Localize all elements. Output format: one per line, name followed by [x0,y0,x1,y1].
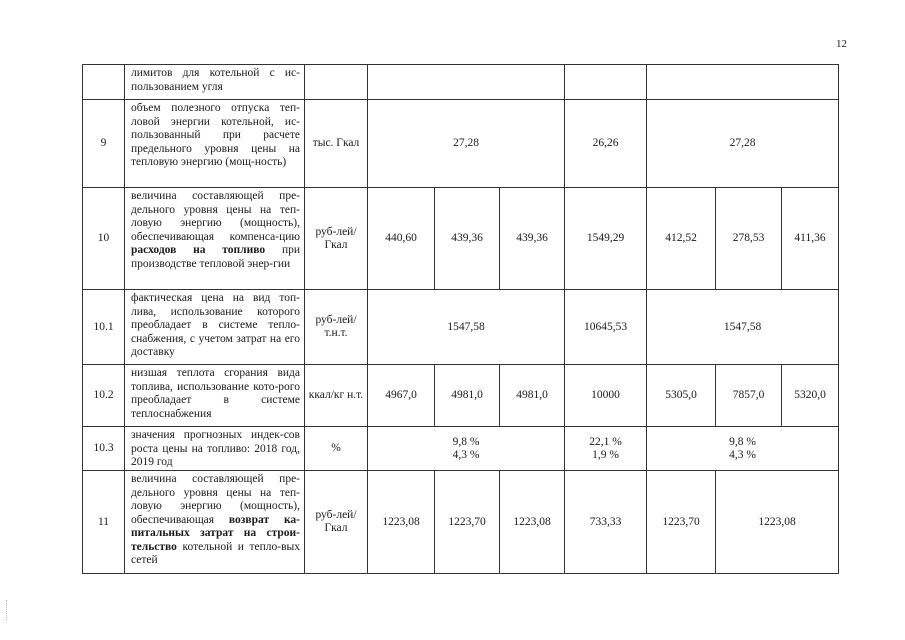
value-cell: 5305,0 [647,365,716,427]
margin-mark [6,600,9,620]
value-cell [565,427,647,471]
value-cell: 5320,0 [782,365,839,427]
value-cell: 1223,08 [368,471,435,574]
page-number: 12 [836,38,847,50]
value-cell: 27,28 [368,100,565,188]
unit-cell: % [305,427,368,471]
row-number-cell: 9 [83,100,125,188]
value-cell: 439,36 [435,188,500,290]
value-cell: 411,36 [782,188,839,290]
value-cell: 4981,0 [435,365,500,427]
index-2019: 4,3 % [452,448,480,461]
description-text: величина составляющей пре-дельного уровня цены на теп-ловую энергию (мощность), обеспечивающая компенса-цию [131,190,300,243]
description-text: величина составляющей пре-дельного уровня цены на теп-ловую энергию (мощность), обеспечивающая [131,473,300,526]
unit-cell: руб-лей/Гкал [305,471,368,574]
table-row [83,65,839,100]
description-cell [125,427,305,471]
description-text: значения прогнозных индек-сов роста цены на топливо: 2018 год, 2019 год [131,429,300,468]
unit-cell: ккал/кг н.т. [305,365,368,427]
table-row [83,427,839,471]
description-cell [125,188,305,290]
value-cell: 1223,08 [500,471,565,574]
description-text: низшая теплота сгорания вида топлива, использование кото-рого преобладает в системе теплоснабжения [131,367,300,420]
value-cell: 412,52 [647,188,716,290]
value-cell: 1549,29 [565,188,647,290]
value-cell: 1223,70 [435,471,500,574]
value-cell: 4967,0 [368,365,435,427]
value-cell [368,65,565,100]
row-number-cell: 10.3 [83,427,125,471]
index-2018: 9,8 % [729,435,756,448]
value-cell: 1223,70 [647,471,716,574]
description-text: лимитов для котельной с ис-пользованием угля [131,67,300,93]
row-number-cell: 10.2 [83,365,125,427]
value-cell: 440,60 [368,188,435,290]
index-2019: 1,9 % [592,448,619,461]
table-row [83,188,839,290]
value-cell: 1223,08 [716,471,839,574]
value-cell: 10645,53 [565,290,647,365]
description-cell [125,65,305,100]
value-cell: 10000 [565,365,647,427]
value-cell: 439,36 [500,188,565,290]
table-row [83,290,839,365]
description-text: котельной и тепло-вых сетей [131,540,300,566]
unit-cell [305,65,368,100]
value-cell: 1547,58 [368,290,565,365]
value-cell: 7857,0 [716,365,782,427]
description-cell [125,290,305,365]
index-2019: 4,3 % [729,448,756,461]
value-cell: 1547,58 [647,290,839,365]
index-2018: 22,1 % [589,435,622,448]
value-cell: 733,33 [565,471,647,574]
description-bold-text: расходов на топливо [131,244,266,256]
description-text: фактическая цена на вид топ-лива, использование которого преобладает в системе тепло-снабжения, с учетом затрат на его доставку [131,292,300,358]
description-bold-text: возврат ка-питальных затрат на строи-тельство [131,513,300,553]
row-number-cell [83,65,125,100]
value-cell: 26,26 [565,100,647,188]
value-cell [647,427,839,471]
row-number-cell: 11 [83,471,125,574]
value-cell [368,427,565,471]
table-row [83,471,839,574]
row-number-cell: 10 [83,188,125,290]
index-2018: 9,8 % [452,435,480,448]
unit-cell: руб-лей/т.н.т. [305,290,368,365]
table-row [83,365,839,427]
description-text: объем полезного отпуска теп-ловой энергии котельной, ис-пользованный при расчете предельного уровня цены на тепловую энергию (мощ-ность) [131,102,300,168]
description-cell [125,100,305,188]
price-limit-table [82,64,839,574]
description-text: при производстве тепловой энер-гии [131,244,301,270]
unit-cell: руб-лей/Гкал [305,188,368,290]
description-cell [125,365,305,427]
value-cell: 278,53 [716,188,782,290]
value-cell [647,65,839,100]
value-cell [565,65,647,100]
description-cell [125,471,305,574]
value-cell: 27,28 [647,100,839,188]
table-row [83,100,839,188]
value-cell: 4981,0 [500,365,565,427]
unit-cell: тыс. Гкал [305,100,368,188]
row-number-cell: 10.1 [83,290,125,365]
